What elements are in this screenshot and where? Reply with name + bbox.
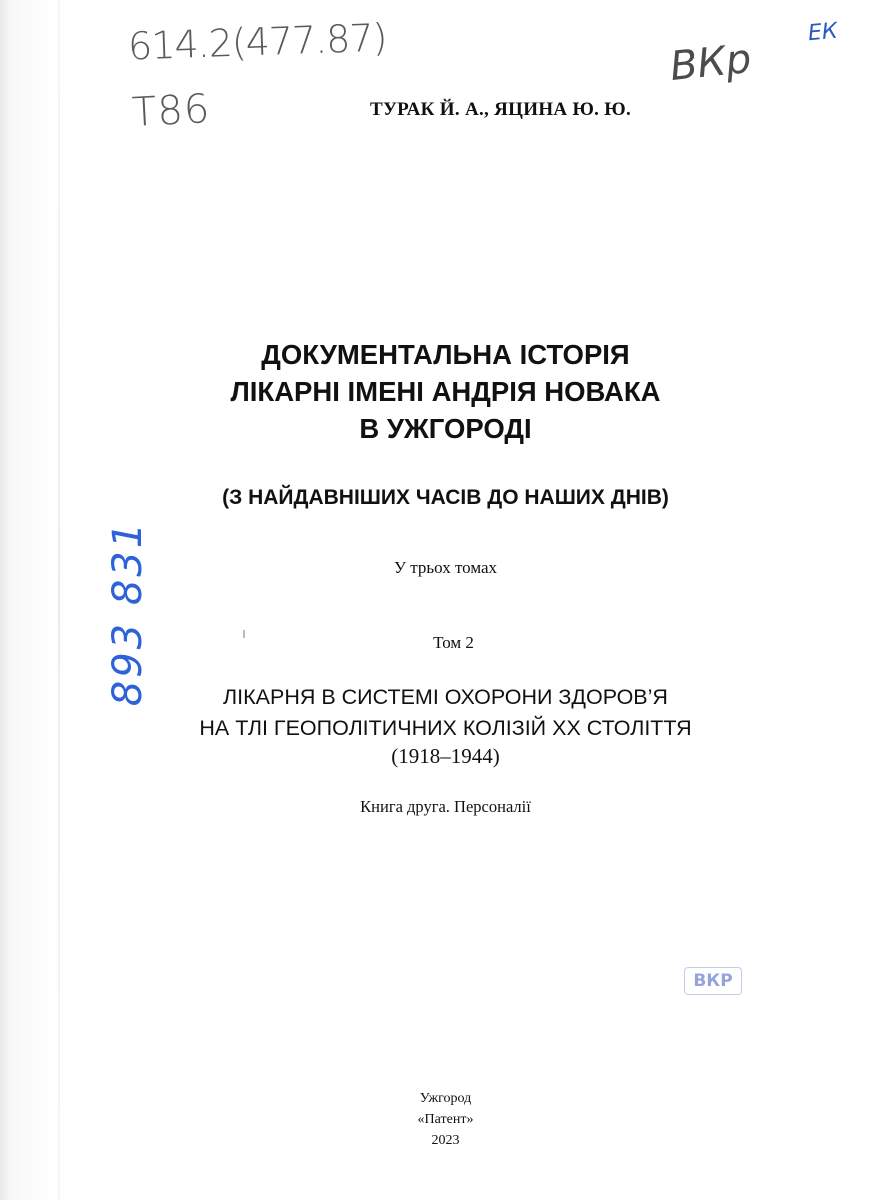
title-line-2: ЛІКАРНІ ІМЕНІ АНДРІЯ НОВАКА	[230, 376, 661, 407]
imprint-city: Ужгород	[419, 1091, 472, 1106]
volume-title	[0, 682, 891, 744]
handwritten-classification-code: 614.2(477.87)	[127, 15, 388, 69]
imprint	[0, 1088, 891, 1151]
imprint-publisher: «Патент»	[417, 1112, 474, 1127]
volume-years: (1918–1944)	[391, 744, 500, 768]
volume-title-line-1: ЛІКАРНЯ В СИСТЕМІ ОХОРОНИ ЗДОРОВ’Я	[223, 685, 668, 709]
library-stamp: ВКР	[684, 967, 742, 995]
title-line-1: ДОКУМЕНТАЛЬНА ІСТОРІЯ	[261, 339, 630, 370]
volume-title-line-2: НА ТЛІ ГЕОПОЛІТИЧНИХ КОЛІЗІЙ XX СТОЛІТТЯ	[199, 716, 692, 740]
book-subtitle: (З НАЙДАВНІШИХ ЧАСІВ ДО НАШИХ ДНІВ)	[222, 486, 669, 509]
handwritten-author-mark: Т86	[130, 85, 212, 137]
volumes-note: У трьох томах	[393, 558, 498, 577]
authors: ТУРАК Й. А., ЯЦИНА Ю. Ю.	[369, 99, 632, 120]
title-line-3: В УЖГОРОДІ	[359, 413, 532, 444]
handwritten-inventory-number: 893 831	[105, 519, 151, 707]
handwritten-ek-mark: ЕК	[806, 18, 839, 47]
book-title	[0, 336, 891, 447]
page-fold-shadow	[58, 0, 60, 1200]
handwritten-vkr-mark: ВКр	[667, 35, 754, 91]
imprint-year: 2023	[431, 1133, 460, 1148]
book-part: Книга друга. Персоналії	[360, 797, 531, 816]
volume-number: Том 2	[433, 633, 474, 652]
